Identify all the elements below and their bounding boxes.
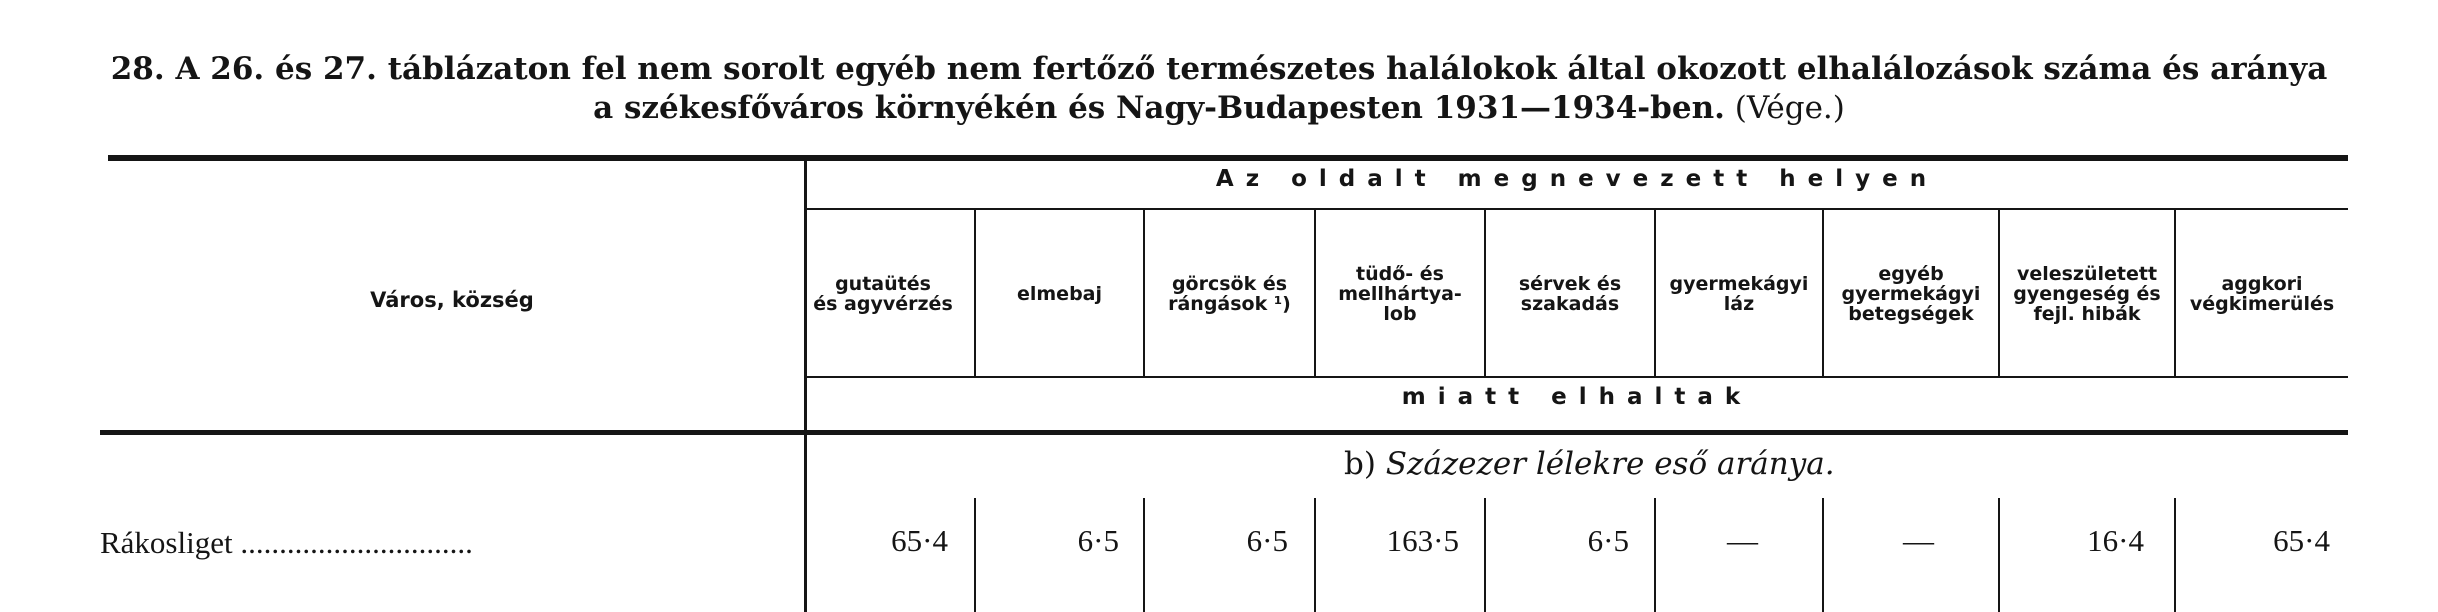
column-header-1 — [790, 212, 976, 376]
column-header-5-label: sérvek és szakadás — [1518, 273, 1622, 315]
column-header-9 — [2176, 212, 2348, 376]
cell-col-2: 6·5 — [1077, 523, 1119, 558]
cell-col-3: 6·5 — [1246, 523, 1288, 558]
stub-header: Város, község — [370, 288, 534, 312]
table-title — [0, 50, 2438, 128]
cell-col-7: — — [1903, 523, 1934, 558]
section-heading — [1344, 446, 1835, 482]
column-header-4 — [1316, 212, 1484, 376]
cell-col-1: 65·4 — [891, 523, 948, 558]
column-header-8 — [2000, 212, 2174, 376]
table-title-line-2-suffix: (Vége.) — [1724, 90, 1845, 126]
cell-col-4: 163·5 — [1386, 523, 1459, 558]
cell-col-5: 6·5 — [1587, 523, 1629, 558]
column-header-6-label: gyermekágyi láz — [1669, 273, 1809, 315]
section-title: Százezer lélekre eső aránya. — [1385, 446, 1835, 482]
table-title-line-2 — [0, 89, 2438, 128]
column-header-7 — [1824, 212, 1998, 376]
bottom-header: miatt elhaltak — [1401, 384, 1753, 410]
section-prefix: b) — [1344, 446, 1386, 482]
column-header-3 — [1145, 212, 1314, 376]
column-header-6 — [1656, 212, 1822, 376]
column-header-7-label: egyéb gyermekágyi betegségek — [1841, 263, 1981, 325]
column-header-5 — [1486, 212, 1654, 376]
column-header-rule — [806, 376, 2348, 378]
top-rule — [108, 155, 2348, 161]
column-header-9-label: aggkori végkimerülés — [2189, 273, 2335, 315]
cell-col-6: — — [1727, 523, 1758, 558]
table-title-line-2-main: a székesfőváros környékén és Nagy-Budapesten 1931—1934-ben. — [593, 90, 1725, 126]
column-header-4-label: tüdő- és mellhártya- lob — [1338, 263, 1462, 325]
column-header-1-label: gutaütés és agyvérzés — [813, 273, 953, 315]
group-header-rule — [806, 208, 2348, 210]
column-header-2-label: elmebaj — [1016, 283, 1103, 305]
group-header: Az oldalt megnevezett helyen — [1215, 166, 1939, 192]
table-title-line-1: 28. A 26. és 27. táblázaton fel nem sorolt egyéb nem fertőző természetes halálokok által okozott elhalálozások száma és aránya — [110, 51, 2328, 87]
header-bottom-rule — [100, 430, 2348, 435]
column-header-8-label: veleszületett gyengeség és fejl. hibák — [2013, 263, 2161, 325]
column-header-3-label: görcsök és rángások ¹) — [1168, 273, 1291, 315]
column-header-2 — [976, 212, 1143, 376]
cell-col-8: 16·4 — [2087, 523, 2144, 558]
row-label-rakosliget: Rákosliget .............................. — [100, 525, 473, 560]
cell-col-9: 65·4 — [2273, 523, 2330, 558]
